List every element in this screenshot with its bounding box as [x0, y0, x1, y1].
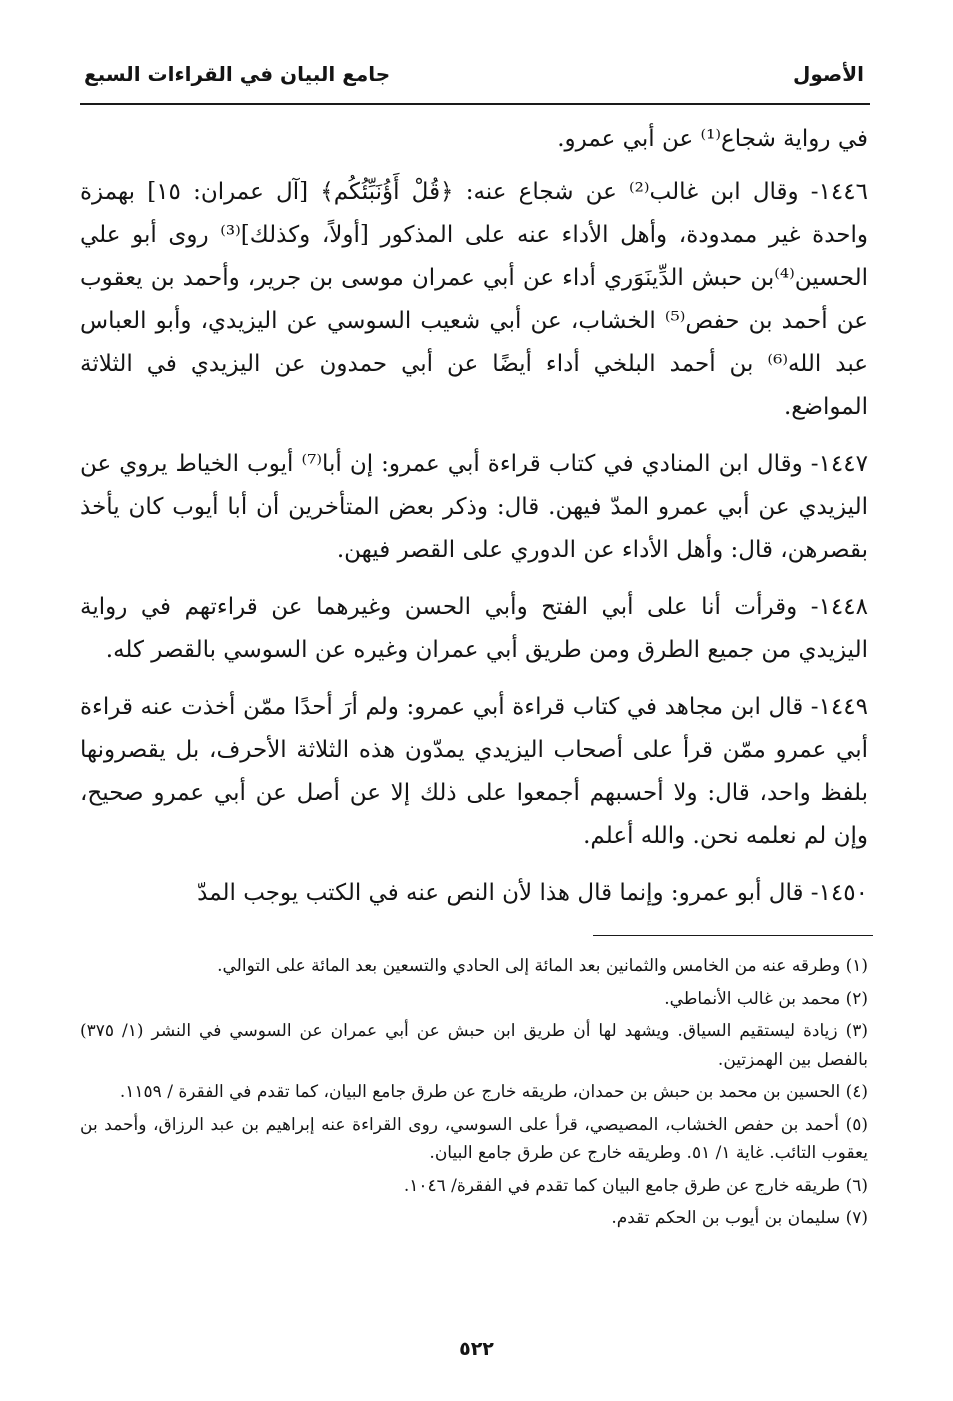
page-number: ٥٢٢: [459, 1338, 494, 1360]
footnote-6: (٦) طريقه خارج عن طرق جامع البيان كما تقدم في الفقرة/ ١٠٤٦.: [403, 1175, 868, 1196]
paragraph-1450: ١٤٥٠- قال أبو عمرو: وإنما قال هذا لأن النص عنه في الكتب يوجب المدّ: [197, 880, 868, 906]
footnote-2: (٢) محمد بن غالب الأنماطي.: [664, 988, 868, 1009]
footnote-4: (٤) الحسين بن محمد بن حبش بن حمدان، طريقه خارج عن طرق جامع البيان، كما تقدم في الفقرة / ١١٥٩.: [119, 1082, 868, 1102]
footnote-7: (٧) سليمان بن أيوب بن الحكم تقدم.: [611, 1208, 868, 1228]
paragraph-1446: ١٤٤٦- وقال ابن غالب⁽²⁾ عن شجاع عنه: ﴿قُلْ أَؤُنَبِّئُكُم﴾ [آل عمران: ١٥] بهمزة واحدة غير ممدودة، وأهل الأداء عنه على المذكور [أولاً، وكذلك]⁽³⁾ روى أبو علي الحسين⁽⁴⁾بن حبش الدِّينَوَري أداء عن أبي عمران موسى بن جرير، وأحمد بن يعقوب عن أحمد بن حفص⁽⁵⁾ الخشاب، عن أبي شعيب السوسي عن اليزيدي، وأبو العباس عبد الله⁽⁶⁾ بن أحمد البلخي أداء أيضًا عن أبي حمدون عن اليزيدي في الثلاثة المواضع.: [80, 179, 869, 420]
footnote-3: (٣) زيادة ليستقيم السياق. ويشهد لها أن طريق ابن حبش عن أبي عمران عن السوسي في النشر (١/ ٣٧٥) بالفصل بين الهمزتين.: [80, 1021, 868, 1070]
chapter-title: الأصول: [793, 62, 864, 86]
main-text: [80, 118, 868, 929]
running-header: [80, 58, 870, 98]
paragraph-1448: ١٤٤٨- وقرأت أنا على أبي الفتح وأبي الحسن وغيرهما عن قراءتهم في رواية اليزيدي من جميع الطرق ومن طريق أبي عمران وغيره عن السوسي بالقصر كله.: [80, 594, 868, 663]
paragraph-continuation: في رواية شجاع⁽¹⁾ عن أبي عمرو.: [557, 126, 868, 152]
header-divider: [80, 103, 870, 105]
footnote-5: (٥) أحمد بن حفص الخشاب، المصيصي، قرأ على السوسي، روى القراءة عنه إبراهيم بن عبد الرزاق، وأحمد بن يعقوب التائب. غاية ١/ ٥١. وطريقه خارج عن طرق جامع البيان.: [80, 1114, 868, 1163]
footnote-1: (١) وطرقه عنه من الخامس والثمانين بعد المائة إلى الحادي والتسعين بعد المائة على التوالي.: [217, 956, 868, 976]
footnotes: [80, 952, 868, 1237]
paragraph-1447: ١٤٤٧- وقال ابن المنادي في كتاب قراءة أبي عمرو: إن أبا⁽⁷⁾ أيوب الخياط يروي عن اليزيدي عن أبي عمرو المدّ فيهن. قال: وذكر بعض المتأخرين أن أبا أيوب كان يأخذ بقصرهن، قال: وأهل الأداء عن الدوري على القصر فيهن.: [80, 451, 868, 563]
footnote-divider: [593, 935, 873, 936]
book-title: جامع البيان في القراءات السبع: [84, 62, 391, 86]
paragraph-1449: ١٤٤٩- قال ابن مجاهد في كتاب قراءة أبي عمرو: ولم أرَ أحدًا ممّن أخذت عنه قراءة أبي عمرو ممّن قرأ على أصحاب اليزيدي يمدّون هذه الثلاثة الأحرف، بل يقصرونها بلفظ واحد، قال: ولا أحسبهم أجمعوا على ذلك إلا عن أصل عن أبي عمرو صحيح، وإن لم نعلمه نحن. والله أعلم.: [80, 694, 868, 849]
